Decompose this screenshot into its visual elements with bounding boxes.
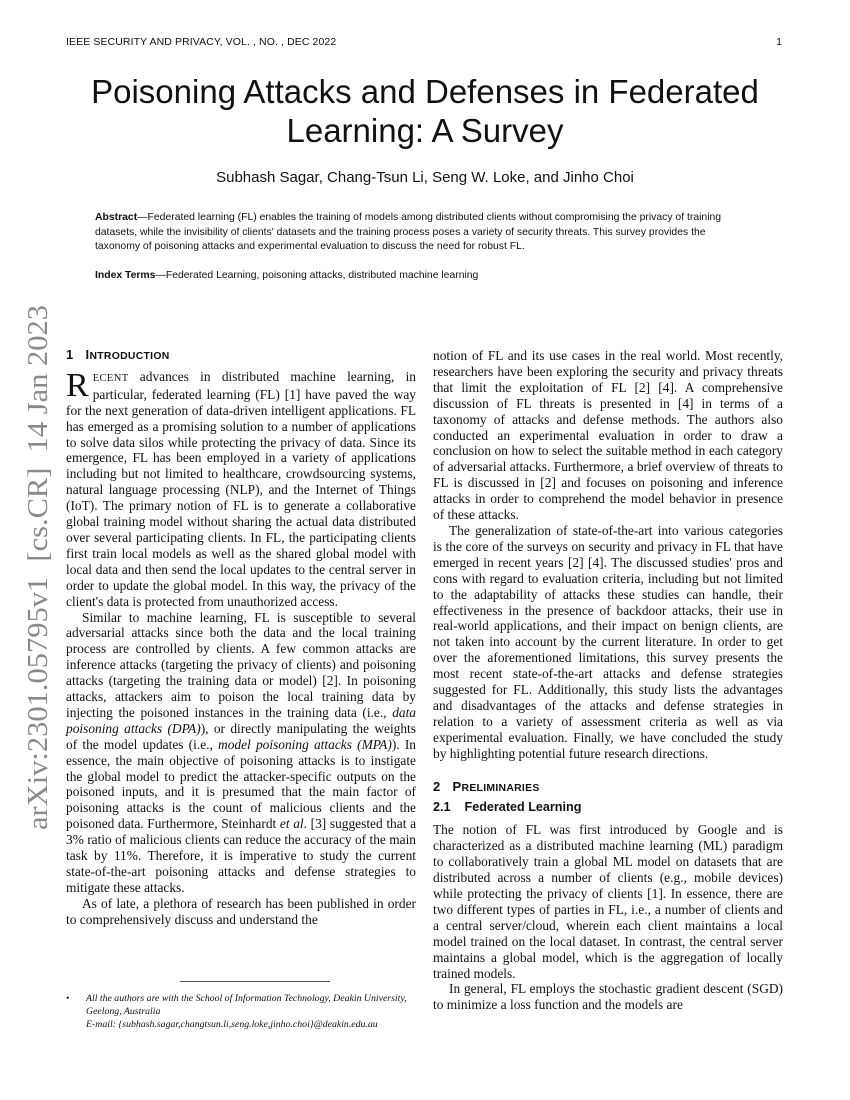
- intro-paragraph-2: [66, 610, 416, 896]
- index-terms-text: —Federated Learning, poisoning attacks, distributed machine learning: [155, 270, 479, 281]
- drop-cap: R: [66, 366, 89, 404]
- subsection-2-1-title: Federated Learning: [464, 800, 582, 815]
- running-header: IEEE SECURITY AND PRIVACY, VOL. , NO. , DEC 2022: [66, 36, 337, 48]
- page-number: 1: [776, 36, 782, 48]
- footnote-affiliation: All the authors are with the School of Information Technology, Deakin University, Geelong, Australia: [86, 993, 407, 1017]
- subsection-2-1-heading: [433, 800, 783, 816]
- author-list: Subhash Sagar, Chang-Tsun Li, Seng W. Loke, and Jinho Choi: [216, 169, 634, 186]
- subsection-2-1-number: 2.1: [433, 800, 451, 815]
- abstract-label: Abstract: [95, 212, 138, 223]
- prelim-paragraph-2: In general, FL employs the stochastic gradient descent (SGD) to minimize a loss function and the models are: [433, 981, 783, 1013]
- intro-paragraph-3-continued: notion of FL and its use cases in the real world. Most recently, researchers have been exploring the security and privacy threats that limit the exploitation of FL [2] [4]. A comprehensive discussion of FL threats is presented in [4] in terms of a taxonomy of attacks and defense methods. The authors also conducted an experimental evaluation in order to draw a conclusion on how to select the suitable method in each category of adversarial attacks. Furthermore, a brief overview of threats to FL is discussed in [2] and focuses on poisoning and inference attacks in order to comprehend the model behavior in presence of these attacks.: [433, 348, 783, 523]
- intro-p2-part4: . [3] suggested that a 3% ratio of malicious clients can reduce the accuracy of the main task by 11%. Therefore, it is imperative to study the current state-of-the-art poisoning attacks and defense strategies to mitigate these attacks.: [66, 816, 417, 895]
- section-2-title-rest: RELIMINARIES: [461, 782, 540, 794]
- section-2-title-cap: P: [452, 778, 462, 794]
- index-terms: [95, 270, 751, 281]
- footnote-rule: [180, 981, 330, 982]
- intro-p2-term-mpa: model poisoning attacks (MPA): [218, 736, 392, 752]
- footnote-bullet: •: [66, 993, 70, 1004]
- left-column: [66, 347, 416, 928]
- abstract-text: —Federated learning (FL) enables the training of models among distributed clients without compromising the privacy of training datasets, while the invisibility of clients' datasets and the training process poses a variety of security threats. This survey provides the taxonomy of poisoning attacks and experimental evaluation to discuss the need for robust FL.: [95, 212, 722, 253]
- prelim-paragraph-1: The notion of FL was first introduced by Google and is characterized as a distributed machine learning (ML) paradigm to collaboratively train a global ML model on datasets that are distributed across a number of clients (e.g., mobile devices) while protecting the privacy of clients [1]. In essence, there are two different types of parties in FL, i.e., a number of clients and a central server/cloud, wherein each client maintains a local model trained on the local dataset. In contrast, the central server maintains a global model, which is the aggregation of locally trained models.: [433, 822, 783, 981]
- footnote-email: E-mail: {subhash.sagar,changtsun.li,seng.loke,jinho.choi}@deakin.edu.au: [86, 1018, 378, 1030]
- section-1-title-cap: I: [85, 347, 90, 362]
- section-2-number: 2: [433, 778, 441, 794]
- intro-p2-part1: Similar to machine learning, FL is susceptible to several adversarial attacks since both the data and the local training process are controlled by clients. A few common attacks are inference attacks (targeting the privacy of clients) and poisoning attacks (targeting the training data or model) [2]. In poisoning attacks, attackers aim to poison the local training data by injecting the poisoned instances in the training data (i.e.,: [66, 609, 416, 720]
- section-1-title-rest: NTRODUCTION: [89, 351, 170, 362]
- intro-p2-part3: ). In essence, the main objective of poisoning attacks is to instigate the global model to predict the attacker-specific outputs on the poisoned inputs, and it is presumed that the main factor of poisoning attacks is the count of malicious clients and the poisoned data. Furthermore, Steinhardt: [66, 736, 416, 832]
- paper-title: Poisoning Attacks and Defenses in Federated Learning: A Survey: [91, 73, 759, 149]
- section-2-heading: [433, 779, 783, 797]
- right-column: [433, 348, 783, 1013]
- intro-p2-term-dpa: data poisoning attacks (DPA): [66, 704, 416, 736]
- section-1-number: 1: [66, 347, 74, 362]
- intro-p2-part2: ), or directly manipulating the weights of the model updates (i.e.,: [66, 720, 416, 752]
- intro-paragraph-4: The generalization of state-of-the-art into various categories is the core of the surveys on security and privacy in FL that have emerged in recent years [2] [4]. The discussed studies' pros and cons with regard to evaluation criteria, including but not limited to the adaptability of attacks these studies can handle, their effectiveness in the presence of backdoor attacks, their use in real-world applications, and their impact on benign clients, are not taken into account by the current literature. In order to get over the aforementioned limitations, this survey presents the most recent state-of-the-art attacks and defense strategies suggested for FL. Additionally, this study lists the advantages and disadvantages of the attacks and defense strategies in relation to a variety of assessment criteria as well as via experimental evaluation. Finally, we have concluded the study by highlighting potential future research directions.: [433, 522, 783, 761]
- arxiv-stamp: [16, 305, 56, 830]
- index-terms-label: Index Terms: [95, 270, 156, 281]
- arxiv-stamp-text: arXiv:2301.05795v1 [cs.CR] 14 Jan 2023: [23, 347, 54, 830]
- intro-paragraph-3: As of late, a plethora of research has been published in order to comprehensively discuss and understand the: [66, 895, 416, 927]
- intro-p2-et-al: et al: [279, 816, 304, 832]
- intro-paragraph-1-text: advances in distributed machine learning, in particular, federated learning (FL) [1] have paved the way for the next generation of data-driven intelligent applications. FL has emerged as a promising solution to a number of applications to solve data silos while protecting the privacy of data. Since its emergence, FL has been employed in a variety of applications including but not limited to healthcare, crowdsourcing systems, natural language processing (NLP), and the Internet of Things (IoT). The primary notion of FL is to generate a collaborative global training model without sharing the actual data distributed over several participating clients. In FL, the participating clients first train local models as well as the shared global model with local data and then send the local updates to the central server in order to update the global model. In this way, the privacy of the client's data is protected from unauthorized access.: [66, 368, 416, 609]
- section-1-heading: [66, 347, 416, 365]
- footnote: [66, 993, 418, 1031]
- abstract: [95, 211, 751, 255]
- intro-first-word: ECENT: [92, 372, 129, 384]
- intro-paragraph-1: [66, 366, 416, 610]
